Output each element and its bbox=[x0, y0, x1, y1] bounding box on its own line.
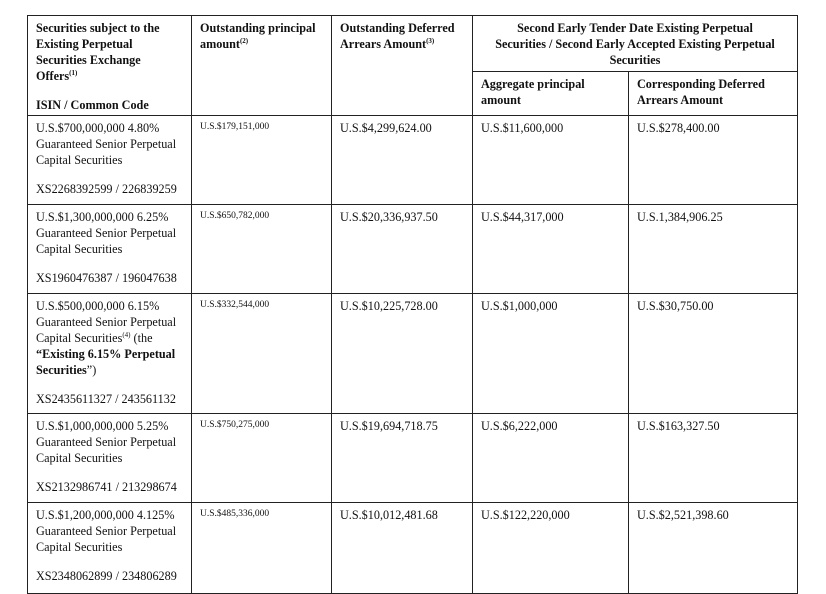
outstanding-principal-cell: U.S.$179,151,000 bbox=[192, 116, 332, 205]
security-suffix: ”) bbox=[86, 363, 97, 377]
corresponding-arrears-cell: U.S.$278,400.00 bbox=[629, 116, 798, 205]
table-row bbox=[28, 414, 798, 503]
header-group-second-early-tender: Second Early Tender Date Existing Perpetual Securities / Second Early Accepted Existing Perpetual Securities bbox=[473, 16, 798, 72]
security-name: U.S.$1,200,000,000 4.125% Guaranteed Senior Perpetual Capital Securities bbox=[36, 508, 177, 554]
header-isin-label: ISIN / Common Code bbox=[36, 98, 149, 112]
outstanding-arrears-cell: U.S.$10,225,728.00 bbox=[332, 294, 473, 414]
header-outstanding-principal bbox=[192, 16, 332, 116]
header-row bbox=[28, 16, 798, 72]
outstanding-principal-cell: U.S.$750,275,000 bbox=[192, 414, 332, 503]
aggregate-principal-cell: U.S.$44,317,000 bbox=[473, 205, 629, 294]
security-name: U.S.$1,300,000,000 6.25% Guaranteed Senior Perpetual Capital Securities bbox=[36, 210, 177, 256]
security-name: U.S.$700,000,000 4.80% Guaranteed Senior Perpetual Capital Securities bbox=[36, 121, 177, 167]
aggregate-principal-cell: U.S.$11,600,000 bbox=[473, 116, 629, 205]
isin-code: XS2348062899 / 234806289 bbox=[36, 569, 177, 583]
defined-term: “Existing 6.15% Perpetual Securities bbox=[36, 347, 176, 377]
security-cell bbox=[28, 414, 192, 503]
table-row bbox=[28, 116, 798, 205]
aggregate-principal-cell: U.S.$122,220,000 bbox=[473, 503, 629, 594]
footnote-ref: (4) bbox=[122, 330, 131, 339]
isin-code: XS2435611327 / 243561132 bbox=[36, 392, 176, 406]
security-name: U.S.$500,000,000 6.15% Guaranteed Senior Perpetual Capital Securities bbox=[36, 299, 177, 345]
header-label: Outstanding principal amount bbox=[200, 21, 316, 51]
isin-code: XS2268392599 / 226839259 bbox=[36, 182, 177, 196]
corresponding-arrears-cell: U.S.$163,327.50 bbox=[629, 414, 798, 503]
security-name: U.S.$1,000,000,000 5.25% Guaranteed Senior Perpetual Capital Securities bbox=[36, 419, 177, 465]
outstanding-arrears-cell: U.S.$20,336,937.50 bbox=[332, 205, 473, 294]
outstanding-principal-cell: U.S.$485,336,000 bbox=[192, 503, 332, 594]
security-cell bbox=[28, 503, 192, 594]
corresponding-arrears-cell: U.S.$30,750.00 bbox=[629, 294, 798, 414]
header-securities-label: Securities subject to the Existing Perpetual Securities Exchange Offers bbox=[36, 21, 160, 83]
isin-code: XS1960476387 / 196047638 bbox=[36, 271, 177, 285]
corresponding-arrears-cell: U.S.$2,521,398.60 bbox=[629, 503, 798, 594]
header-corresponding-arrears: Corresponding Deferred Arrears Amount bbox=[629, 71, 798, 115]
header-label: Outstanding Deferred Arrears Amount bbox=[340, 21, 455, 51]
footnote-ref: (1) bbox=[69, 68, 78, 77]
outstanding-arrears-cell: U.S.$19,694,718.75 bbox=[332, 414, 473, 503]
header-outstanding-arrears bbox=[332, 16, 473, 116]
aggregate-principal-cell: U.S.$6,222,000 bbox=[473, 414, 629, 503]
isin-code: XS2132986741 / 213298674 bbox=[36, 480, 177, 494]
securities-table bbox=[27, 15, 798, 594]
table-row bbox=[28, 503, 798, 594]
table-row bbox=[28, 205, 798, 294]
security-cell bbox=[28, 116, 192, 205]
outstanding-principal-cell: U.S.$650,782,000 bbox=[192, 205, 332, 294]
security-cell bbox=[28, 294, 192, 414]
outstanding-principal-cell: U.S.$332,544,000 bbox=[192, 294, 332, 414]
security-name-block bbox=[36, 298, 183, 378]
footnote-ref: (3) bbox=[426, 36, 435, 45]
header-securities bbox=[28, 16, 192, 116]
table-row bbox=[28, 294, 798, 414]
footnote-ref: (2) bbox=[239, 36, 249, 45]
security-cell bbox=[28, 205, 192, 294]
aggregate-principal-cell: U.S.$1,000,000 bbox=[473, 294, 629, 414]
outstanding-arrears-cell: U.S.$4,299,624.00 bbox=[332, 116, 473, 205]
corresponding-arrears-cell: U.S.1,384,906.25 bbox=[629, 205, 798, 294]
security-suffix: (the bbox=[130, 331, 153, 345]
outstanding-arrears-cell: U.S.$10,012,481.68 bbox=[332, 503, 473, 594]
header-aggregate-principal: Aggregate principal amount bbox=[473, 71, 629, 115]
